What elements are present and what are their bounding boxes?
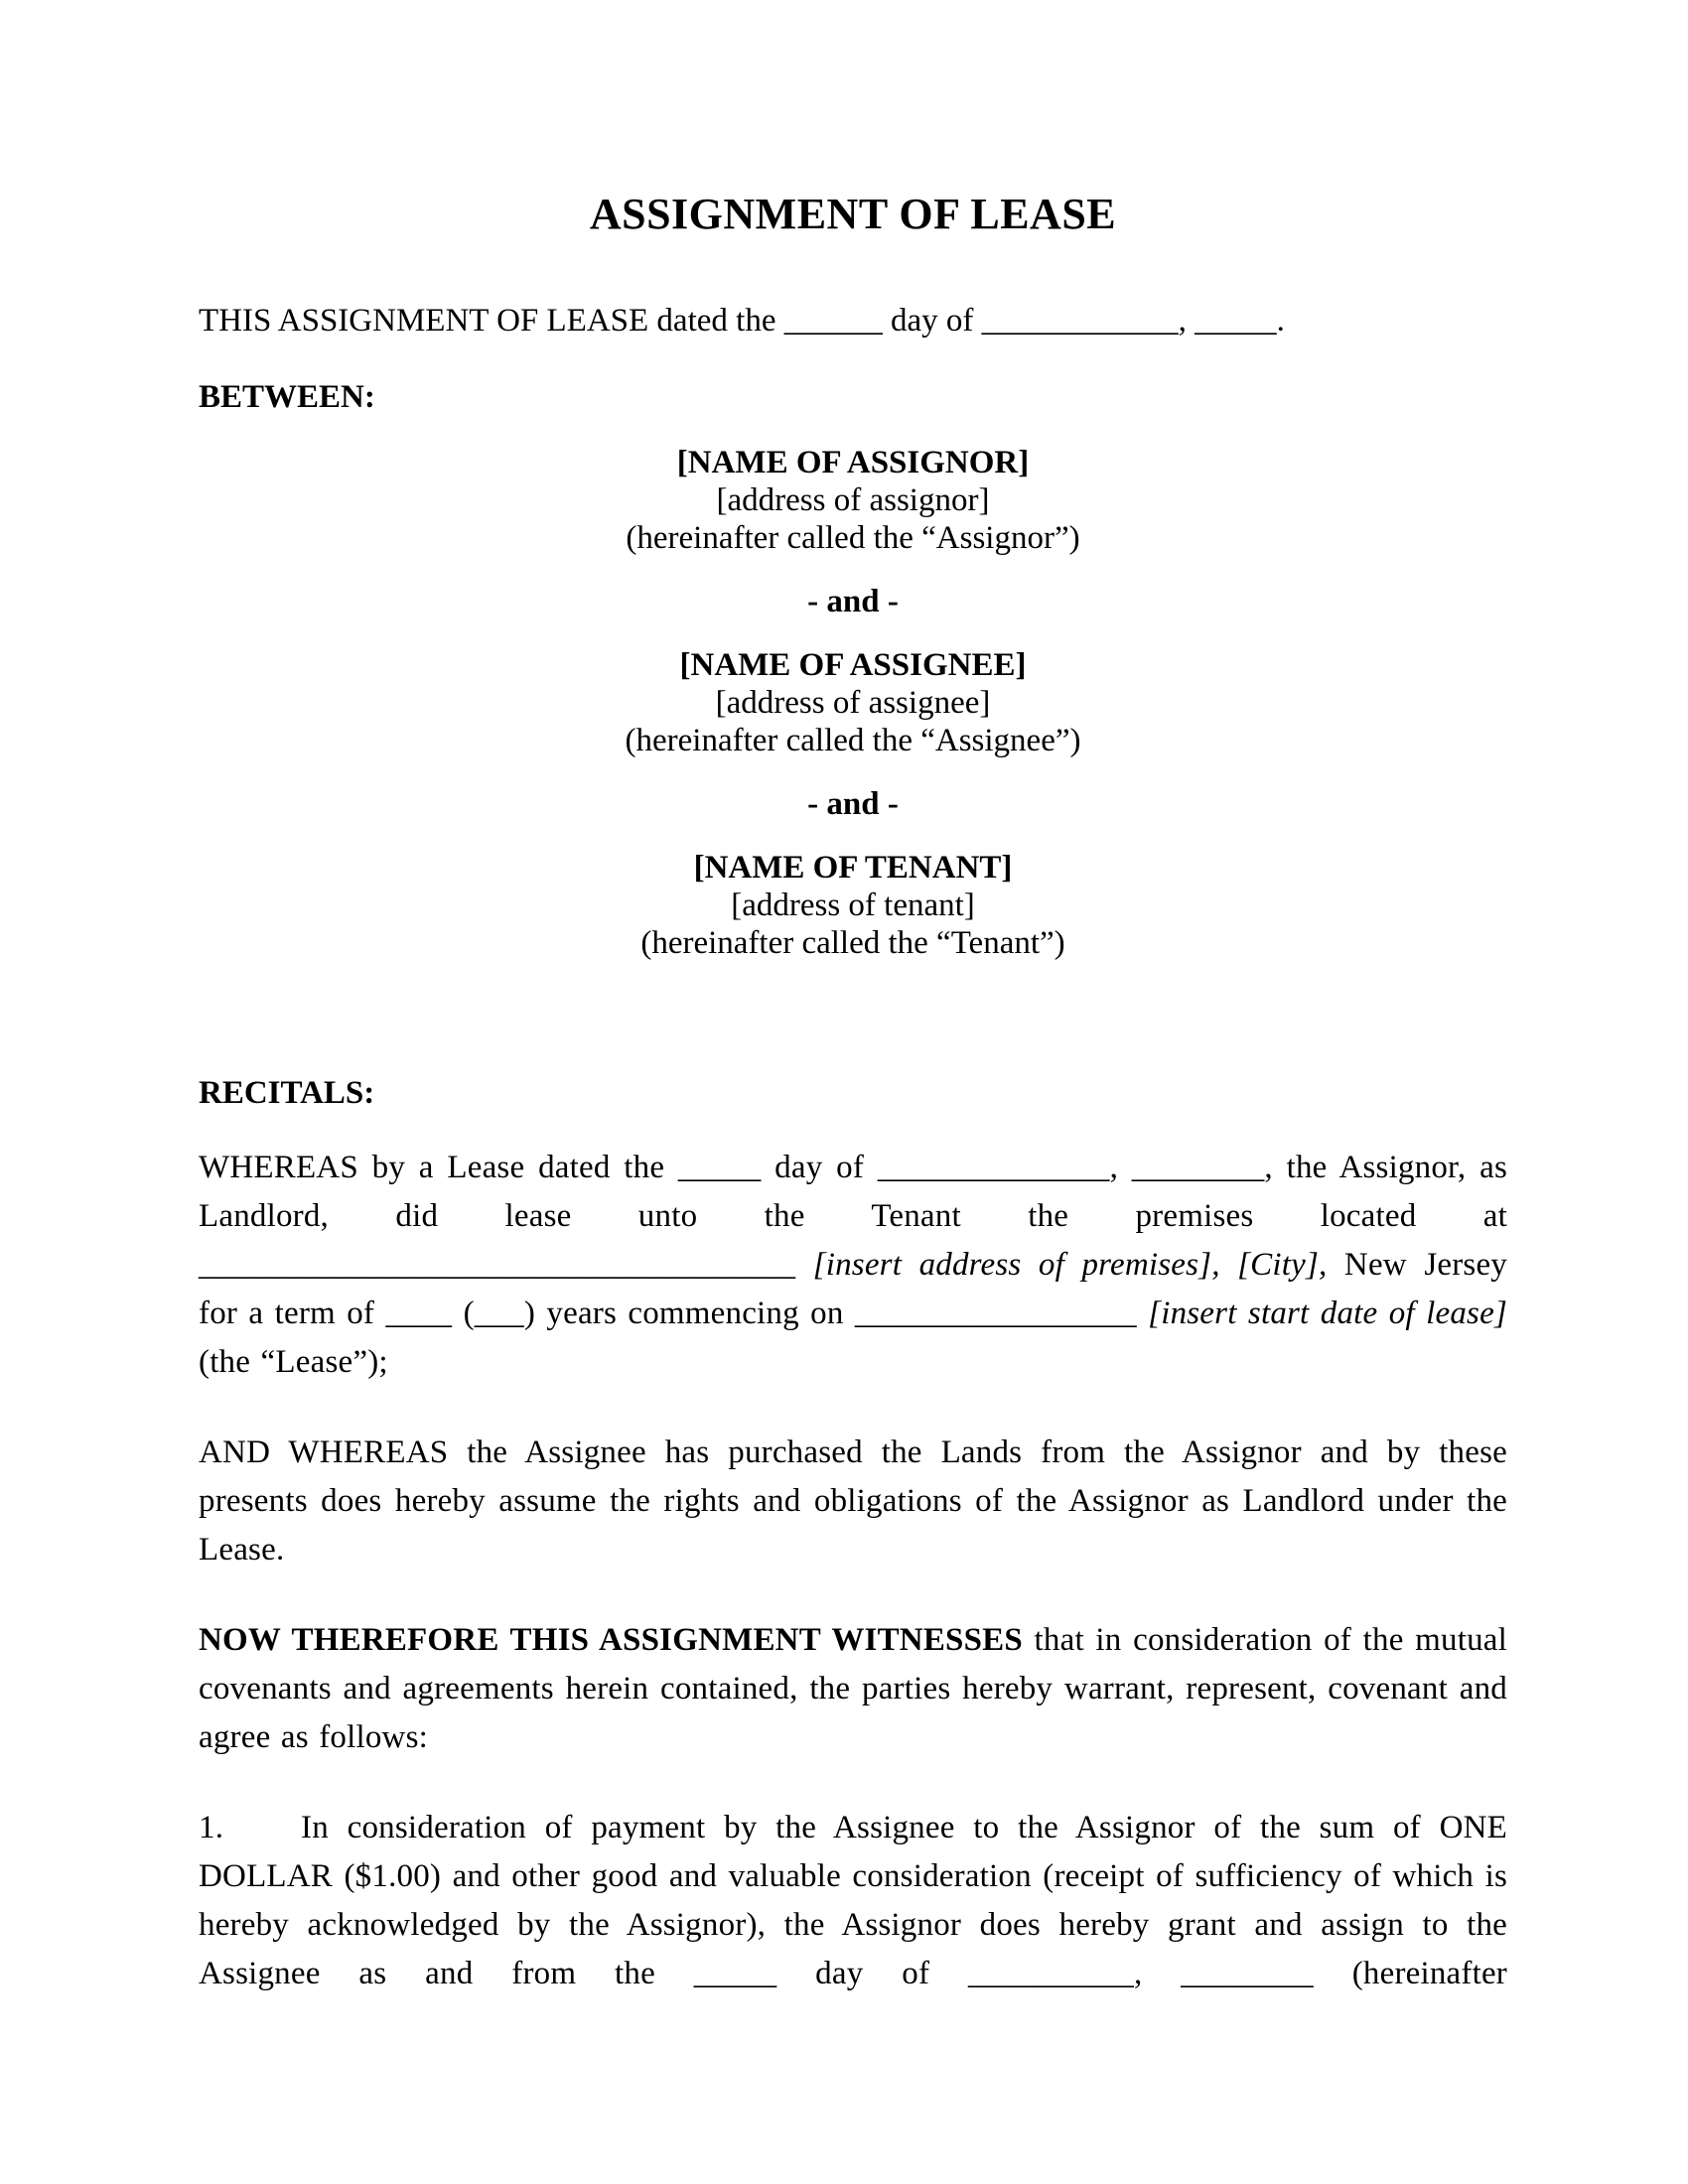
and-whereas-paragraph: AND WHEREAS the Assignee has purchased the Lands from the Assignor and by these presents does hereby assume the rights and obligations of the Assignor as Landlord under the Lease. (199, 1433, 1507, 1568)
whereas-run-4-italic: [insert start date of lease] (1148, 1295, 1507, 1331)
and-separator-2: - and - (807, 785, 899, 822)
whereas-run-5: (the “Lease”); (199, 1343, 388, 1380)
assignor-alias-line: (hereinafter called the “Assignor”) (626, 519, 1080, 556)
now-therefore-bold-run: NOW THEREFORE THIS ASSIGNMENT WITNESSES (199, 1621, 1023, 1658)
between-label: BETWEEN: (199, 378, 375, 415)
clause-1-paragraph (199, 1804, 1507, 1998)
clause-1-text: In consideration of payment by the Assignee to the Assignor of the sum of ONE DOLLAR ($1.00) and other good and valuable consideration (receipt of sufficiency of which is hereby acknowledged by the Assignor), the Assignor does hereby grant and assign to the Assignee as and from the _____ day of __________, ________ (hereinafter (199, 1809, 1507, 1991)
assignee-name-placeholder: [NAME OF ASSIGNEE] (679, 646, 1027, 683)
tenant-name-placeholder: [NAME OF TENANT] (693, 849, 1013, 886)
tenant-alias-line: (hereinafter called the “Tenant”) (640, 924, 1065, 961)
now-therefore-rest-run: that in consideration of the mutual covenants and agreements herein contained, the parties hereby warrant, represent, covenant and agree as follows: (199, 1621, 1508, 1755)
party-block-assignor (199, 444, 1507, 557)
now-therefore-paragraph (199, 1616, 1507, 1762)
recitals-label: RECITALS: (199, 1074, 375, 1111)
whereas-run-3: New Jersey for a term of ____ (___) years commencing on _________________ (199, 1246, 1507, 1331)
party-block-tenant (199, 849, 1507, 962)
assignee-address-placeholder: [address of assignee] (715, 684, 991, 721)
intro-paragraph: THIS ASSIGNMENT OF LEASE dated the ______ day of ____________, _____. (199, 302, 1285, 339)
and-separator-1: - and - (807, 583, 899, 619)
whereas-paragraph (199, 1144, 1507, 1387)
party-block-assignee (199, 646, 1507, 759)
tenant-address-placeholder: [address of tenant] (731, 887, 975, 923)
assignor-name-placeholder: [NAME OF ASSIGNOR] (676, 444, 1030, 480)
document-title: ASSIGNMENT OF LEASE (589, 190, 1117, 238)
whereas-run-1: WHEREAS by a Lease dated the _____ day of ______________, ________, the Assignor, as Landlord, did lease unto the Tenant the premises located at ____________________________________ (199, 1149, 1507, 1283)
whereas-run-2-italic: [insert address of premises], [City], (812, 1246, 1328, 1283)
assignee-alias-line: (hereinafter called the “Assignee”) (625, 722, 1081, 758)
assignor-address-placeholder: [address of assignor] (716, 481, 990, 518)
clause-1-number: 1. (199, 1809, 224, 1845)
